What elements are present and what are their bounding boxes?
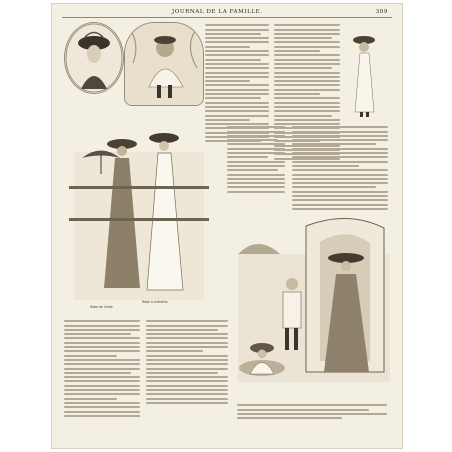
header-rule [62,17,392,18]
medallion-portrait-illustration [64,22,124,94]
bottom-caption-lines [237,402,387,421]
standing-girl-icon [342,28,387,120]
ladies-parasol-icon [64,108,214,306]
page-header [52,7,402,17]
bottom-text-column-1 [64,318,140,419]
journal-title: JOURNAL DE LA FAMILLE. [172,9,263,15]
right-text-column [292,124,388,212]
bottom-text-column-2 [146,318,228,406]
page-number: 309 [375,9,388,15]
middle-text-column [227,124,285,195]
journal-page [52,4,402,448]
garden-scene-illustration [238,216,394,396]
caption-robe-a-bretelles: Robe à bretelles [142,300,168,304]
caption-robe-de-visite: Robe de Visite [90,305,113,309]
woman-portrait-icon [65,23,123,93]
standing-girl-illustration [342,28,387,120]
seated-girl-icon [125,23,203,105]
seated-girl-illustration [124,22,204,106]
ladies-with-parasol-illustration [64,108,214,306]
garden-scene-icon [238,216,394,396]
